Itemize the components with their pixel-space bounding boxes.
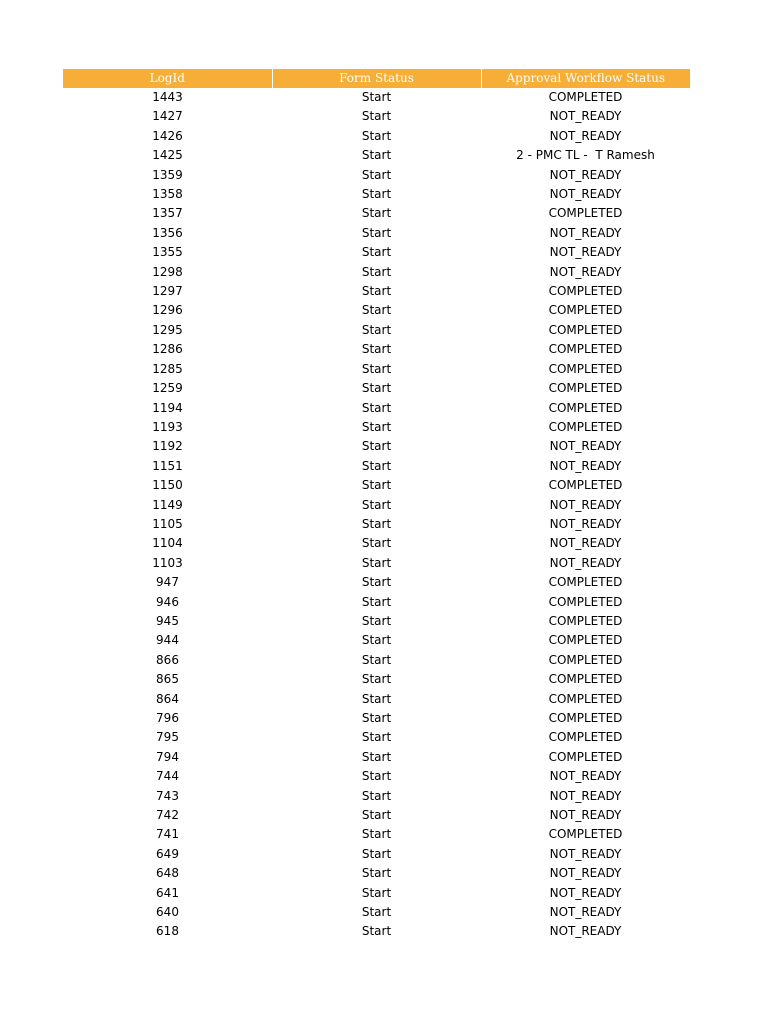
log-status-sheet <box>63 69 690 942</box>
cell-logid: 1297 <box>152 284 183 299</box>
cell-approval-status: COMPLETED <box>548 90 623 104</box>
cell-form-status: Start <box>361 575 392 590</box>
cell-logid: 796 <box>156 711 179 725</box>
cell-form-status: Start <box>361 225 392 240</box>
table-row <box>63 127 690 146</box>
cell-logid: 866 <box>156 652 179 667</box>
cell-logid: 1295 <box>152 322 183 337</box>
cell-approval-status: COMPLETED <box>548 419 623 434</box>
cell-logid: 744 <box>156 769 179 784</box>
cell-approval-status: COMPLETED <box>548 381 623 396</box>
cell-logid: 945 <box>156 613 179 628</box>
cell-approval-status: COMPLETED <box>548 711 623 725</box>
cell-form-status: Start <box>361 478 392 493</box>
cell-logid: 743 <box>156 788 179 803</box>
cell-logid: 1443 <box>152 90 183 104</box>
cell-approval-status: COMPLETED <box>548 672 623 687</box>
table-row <box>63 864 690 883</box>
cell-logid: 1285 <box>152 361 183 376</box>
table-row <box>63 282 690 301</box>
cell-form-status: Start <box>361 769 392 784</box>
cell-logid: 1259 <box>152 381 183 396</box>
cell-approval-status: NOT_READY <box>549 458 622 473</box>
cell-logid: 1426 <box>152 128 183 143</box>
cell-logid: 1359 <box>152 167 183 182</box>
cell-approval-status: NOT_READY <box>549 109 622 124</box>
cell-approval-status: COMPLETED <box>548 749 623 764</box>
cell-form-status: Start <box>361 128 392 143</box>
table-row <box>63 922 690 941</box>
table-row <box>63 573 690 592</box>
cell-logid: 742 <box>156 808 179 823</box>
table-row <box>63 728 690 747</box>
cell-approval-status: COMPLETED <box>548 633 623 648</box>
table-row <box>63 340 690 359</box>
header-form-status: Form Status <box>272 69 481 88</box>
table-row <box>63 690 690 709</box>
cell-logid: 947 <box>156 575 179 590</box>
cell-form-status: Start <box>361 749 392 764</box>
cell-logid: 1358 <box>152 187 183 202</box>
table-row <box>63 631 690 650</box>
cell-logid: 648 <box>156 866 179 881</box>
table-body <box>63 88 690 942</box>
cell-form-status: Start <box>361 672 392 687</box>
cell-approval-status: NOT_READY <box>549 516 622 531</box>
cell-approval-status: NOT_READY <box>549 769 622 784</box>
cell-form-status: Start <box>361 730 392 745</box>
table-row <box>63 903 690 922</box>
cell-logid: 795 <box>156 730 179 745</box>
table-row <box>63 767 690 786</box>
table-row <box>63 884 690 903</box>
table-row <box>63 146 690 165</box>
cell-logid: 1298 <box>152 264 183 279</box>
cell-logid: 1193 <box>152 419 183 434</box>
cell-form-status: Start <box>361 148 392 163</box>
cell-approval-status: NOT_READY <box>549 555 622 570</box>
table-row <box>63 825 690 844</box>
cell-logid: 944 <box>156 633 179 648</box>
table-row <box>63 670 690 689</box>
cell-approval-status: NOT_READY <box>549 846 622 861</box>
table-row <box>63 166 690 185</box>
cell-logid: 1103 <box>152 555 183 570</box>
cell-approval-status: NOT_READY <box>549 536 622 551</box>
cell-form-status: Start <box>361 633 392 648</box>
cell-approval-status: COMPLETED <box>548 303 623 318</box>
cell-logid: 864 <box>156 691 179 706</box>
header-logid: LogId <box>63 69 272 88</box>
table-row <box>63 107 690 126</box>
table-row <box>63 418 690 437</box>
cell-logid: 1104 <box>152 536 183 551</box>
log-table <box>63 69 690 942</box>
cell-logid: 1427 <box>152 109 183 124</box>
cell-approval-status: COMPLETED <box>548 400 623 415</box>
cell-approval-status: COMPLETED <box>548 691 623 706</box>
table-row <box>63 88 690 107</box>
cell-approval-status: NOT_READY <box>549 808 622 823</box>
cell-form-status: Start <box>361 808 392 823</box>
cell-form-status: Start <box>361 594 392 609</box>
cell-logid: 794 <box>156 749 179 764</box>
table-row <box>63 515 690 534</box>
cell-approval-status: NOT_READY <box>549 128 622 143</box>
table-row <box>63 243 690 262</box>
cell-approval-status: COMPLETED <box>548 575 623 590</box>
cell-approval-status: COMPLETED <box>548 594 623 609</box>
table-row <box>63 612 690 631</box>
cell-logid: 1355 <box>152 245 183 260</box>
cell-approval-status: NOT_READY <box>549 245 622 260</box>
cell-approval-status: NOT_READY <box>549 439 622 454</box>
cell-logid: 1356 <box>152 225 183 240</box>
cell-form-status: Start <box>361 361 392 376</box>
cell-logid: 1192 <box>152 439 183 454</box>
table-row <box>63 399 690 418</box>
cell-logid: 741 <box>156 827 179 842</box>
table-row <box>63 437 690 456</box>
table-row <box>63 845 690 864</box>
cell-form-status: Start <box>361 322 392 337</box>
table-row <box>63 224 690 243</box>
cell-logid: 1296 <box>152 303 183 318</box>
cell-form-status: Start <box>361 206 392 221</box>
cell-logid: 649 <box>156 846 179 861</box>
cell-form-status: Start <box>361 827 392 842</box>
cell-form-status: Start <box>361 109 392 124</box>
table-row <box>63 321 690 340</box>
cell-form-status: Start <box>361 419 392 434</box>
cell-form-status: Start <box>361 245 392 260</box>
header-row <box>63 69 690 88</box>
cell-logid: 1151 <box>152 458 183 473</box>
cell-approval-status: COMPLETED <box>548 827 623 842</box>
cell-form-status: Start <box>361 187 392 202</box>
cell-approval-status: NOT_READY <box>549 866 622 881</box>
table-row <box>63 476 690 495</box>
cell-approval-status: COMPLETED <box>548 478 623 493</box>
table-row <box>63 360 690 379</box>
cell-form-status: Start <box>361 846 392 861</box>
cell-form-status: Start <box>361 90 392 104</box>
cell-logid: 1286 <box>152 342 183 357</box>
cell-form-status: Start <box>361 711 392 725</box>
cell-approval-status: COMPLETED <box>548 206 623 221</box>
cell-approval-status: COMPLETED <box>548 613 623 628</box>
cell-approval-status: COMPLETED <box>548 322 623 337</box>
table-row <box>63 709 690 728</box>
cell-form-status: Start <box>361 555 392 570</box>
table-row <box>63 379 690 398</box>
cell-approval-status: 2 - PMC TL - T Ramesh <box>516 148 655 163</box>
cell-form-status: Start <box>361 691 392 706</box>
cell-form-status: Start <box>361 400 392 415</box>
table-row <box>63 593 690 612</box>
table-row <box>63 787 690 806</box>
table-row <box>63 748 690 767</box>
table-row <box>63 496 690 515</box>
cell-approval-status: COMPLETED <box>548 342 623 357</box>
cell-approval-status: NOT_READY <box>549 497 622 512</box>
table-row <box>63 651 690 670</box>
cell-logid: 1425 <box>152 148 183 163</box>
table-header <box>63 69 690 88</box>
cell-logid: 618 <box>156 924 179 939</box>
cell-logid: 865 <box>156 672 179 687</box>
cell-form-status: Start <box>361 458 392 473</box>
cell-form-status: Start <box>361 264 392 279</box>
cell-approval-status: COMPLETED <box>548 652 623 667</box>
header-approval-workflow-status: Approval Workflow Status <box>481 69 690 88</box>
cell-form-status: Start <box>361 497 392 512</box>
cell-form-status: Start <box>361 381 392 396</box>
cell-logid: 1194 <box>152 400 183 415</box>
cell-form-status: Start <box>361 885 392 900</box>
cell-approval-status: NOT_READY <box>549 225 622 240</box>
cell-form-status: Start <box>361 652 392 667</box>
cell-form-status: Start <box>361 342 392 357</box>
cell-approval-status: NOT_READY <box>549 264 622 279</box>
table-row <box>63 301 690 320</box>
cell-approval-status: NOT_READY <box>549 905 622 920</box>
cell-form-status: Start <box>361 788 392 803</box>
cell-form-status: Start <box>361 924 392 939</box>
cell-form-status: Start <box>361 303 392 318</box>
table-row <box>63 457 690 476</box>
table-row <box>63 534 690 553</box>
cell-logid: 641 <box>156 885 179 900</box>
cell-form-status: Start <box>361 284 392 299</box>
cell-approval-status: NOT_READY <box>549 167 622 182</box>
cell-form-status: Start <box>361 516 392 531</box>
cell-logid: 946 <box>156 594 179 609</box>
table-row <box>63 204 690 223</box>
cell-approval-status: NOT_READY <box>549 885 622 900</box>
cell-approval-status: NOT_READY <box>549 788 622 803</box>
cell-form-status: Start <box>361 866 392 881</box>
cell-form-status: Start <box>361 905 392 920</box>
table-row <box>63 806 690 825</box>
cell-form-status: Start <box>361 613 392 628</box>
cell-logid: 1105 <box>152 516 183 531</box>
cell-logid: 1357 <box>152 206 183 221</box>
cell-approval-status: NOT_READY <box>549 187 622 202</box>
cell-logid: 640 <box>156 905 179 920</box>
cell-form-status: Start <box>361 536 392 551</box>
table-row <box>63 554 690 573</box>
cell-approval-status: COMPLETED <box>548 284 623 299</box>
cell-logid: 1150 <box>152 478 183 493</box>
cell-approval-status: NOT_READY <box>549 924 622 939</box>
cell-approval-status: COMPLETED <box>548 730 623 745</box>
cell-logid: 1149 <box>152 497 183 512</box>
cell-approval-status: COMPLETED <box>548 361 623 376</box>
table-row <box>63 263 690 282</box>
cell-form-status: Start <box>361 167 392 182</box>
cell-form-status: Start <box>361 439 392 454</box>
table-row <box>63 185 690 204</box>
